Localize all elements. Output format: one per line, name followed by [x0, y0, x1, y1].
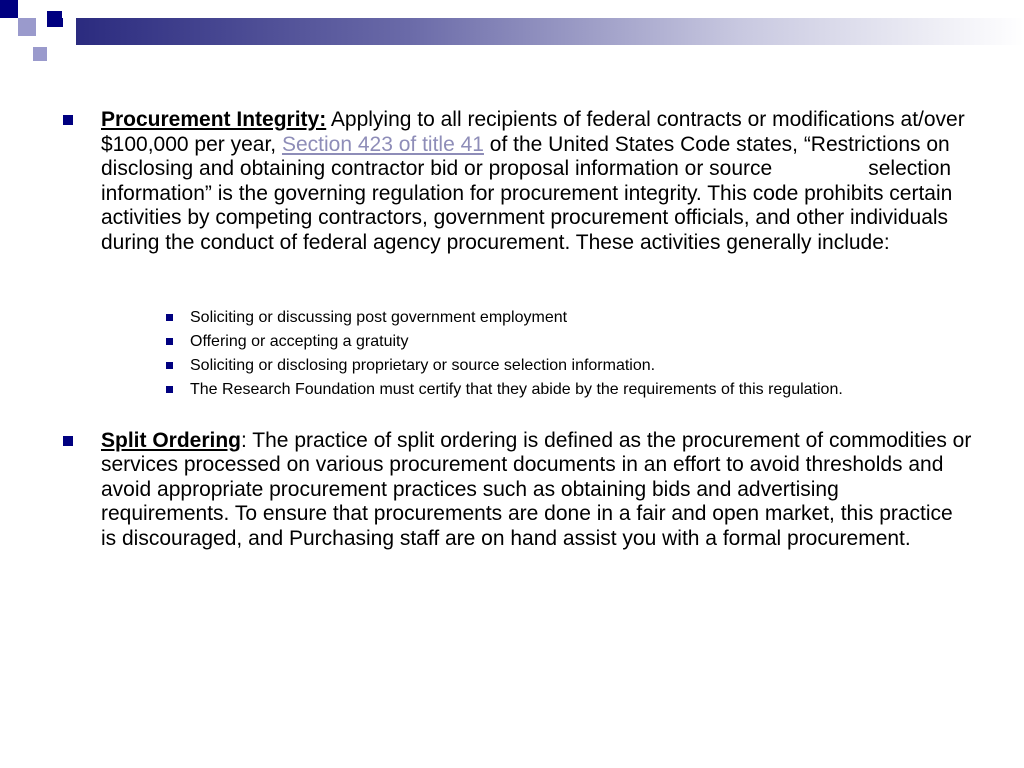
decor-square-2: [18, 18, 36, 36]
sub-item-text: Soliciting or disclosing proprietary or source selection information.: [190, 356, 656, 374]
decor-square-1: [0, 0, 18, 18]
sub-item-text: Offering or accepting a gratuity: [190, 332, 409, 350]
decor-square-5: [33, 47, 47, 61]
sub-item-text: The Research Foundation must certify that they abide by the requirements of this regulation.: [190, 380, 843, 398]
square-bullet-icon: [166, 362, 173, 369]
list-item-split-ordering: [62, 429, 972, 552]
list-item-procurement-integrity: [62, 108, 972, 399]
square-bullet-icon: [63, 436, 73, 446]
sub-list: [62, 308, 972, 399]
sub-list-item: [62, 308, 910, 327]
square-bullet-icon: [63, 115, 73, 125]
decor-square-6: [0, 34, 16, 50]
square-bullet-icon: [166, 338, 173, 345]
paragraph-text: selection information” is the governing regulation for procurement integrity. This code prohibits certain activities by competing contractors, government procurement officials, and other individuals during the conduct of federal agency procurement. These activities generally include:: [101, 157, 953, 254]
square-bullet-icon: [166, 386, 173, 393]
slide-content: [62, 108, 972, 552]
paragraph-text: Applying to all recipients of federal contracts or modifications at/over $100,000 per year,: [101, 108, 965, 156]
sub-item-text: Soliciting or discussing post government employment: [190, 308, 568, 326]
section-423-link[interactable]: Section 423 of title 41: [281, 132, 484, 156]
decor-square-4: [62, 0, 80, 18]
sub-list-item: [62, 356, 910, 375]
sub-list-item: [62, 332, 910, 351]
paragraph-text: of the United States Code states, “Restrictions on disclosing and obtaining contractor bid or proposal information or source: [101, 132, 950, 181]
term-split-ordering: Split Ordering: [101, 428, 242, 452]
header-gradient-bar: [76, 18, 1024, 45]
term-procurement-integrity: Procurement Integrity:: [101, 108, 327, 131]
paragraph-text: : The practice of split ordering is defined as the procurement of commodities or services processed on various procurement documents in an effort to avoid thresholds and avoid appropriate procurement practices such as obtaining bids and advertising requirements. To ensure that procurements are done in a fair and open market, this practice is discouraged, and Purchasing staff are on hand assist you with a formal procurement.: [101, 428, 972, 550]
square-bullet-icon: [166, 314, 173, 321]
sub-list-item: [62, 380, 910, 399]
decor-square-3: [47, 11, 63, 27]
